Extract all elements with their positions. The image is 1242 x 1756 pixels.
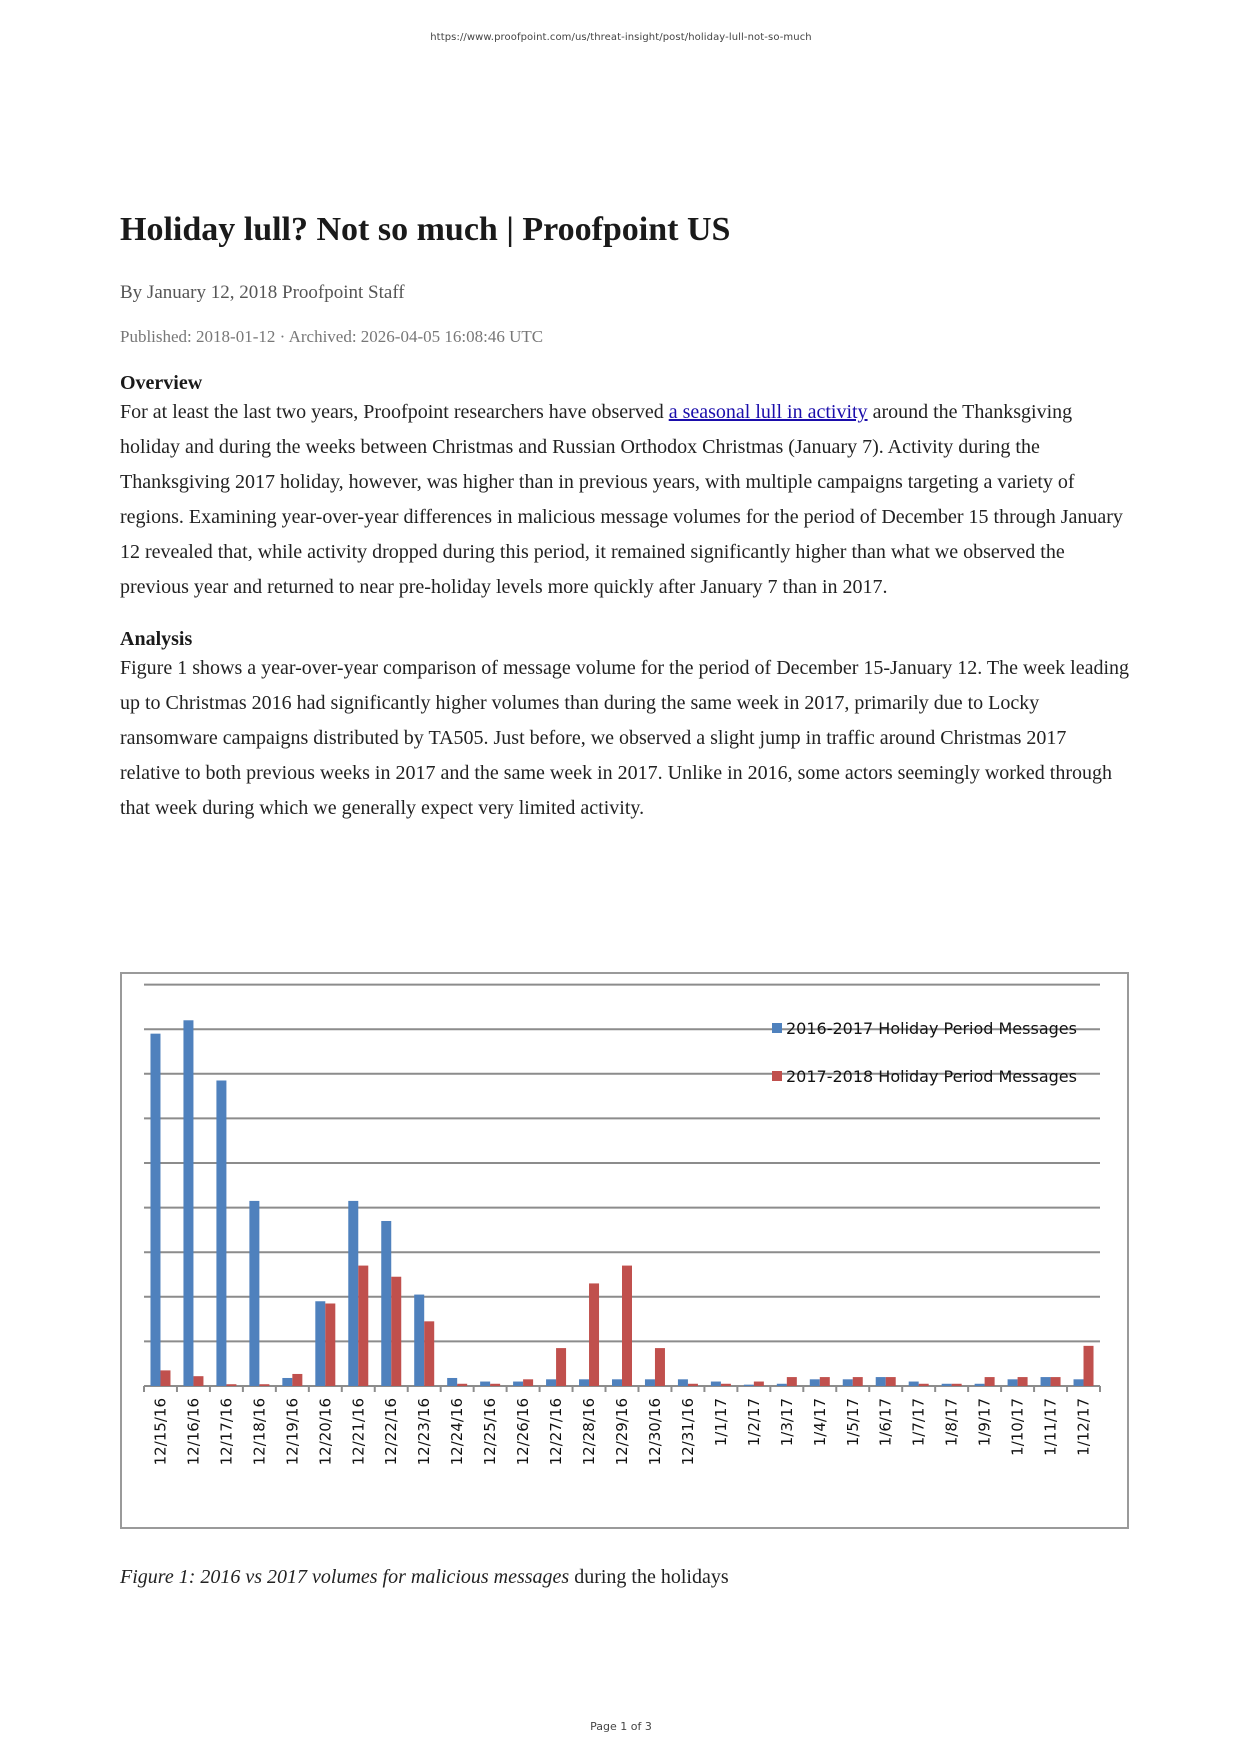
x-tick-label: 1/1/17 — [711, 1398, 730, 1447]
bar — [985, 1377, 995, 1386]
x-tick-label: 12/27/16 — [547, 1398, 566, 1466]
bar — [424, 1321, 434, 1386]
bar — [810, 1379, 820, 1386]
bar — [952, 1384, 962, 1386]
x-tick-label: 12/20/16 — [316, 1398, 335, 1466]
bar — [391, 1277, 401, 1386]
figure-caption — [120, 1566, 729, 1589]
x-tick-label: 12/29/16 — [613, 1398, 631, 1466]
bar — [160, 1370, 170, 1386]
legend-label-2016: 2016-2017 Holiday Period Messages — [786, 1018, 1077, 1038]
bar — [226, 1384, 236, 1386]
bar — [843, 1379, 853, 1386]
bar — [150, 1034, 160, 1386]
legend-item-2016 — [772, 1004, 1077, 1052]
bar — [589, 1283, 599, 1386]
x-tick-label: 1/4/17 — [810, 1398, 829, 1447]
bar — [655, 1348, 665, 1386]
bar — [216, 1080, 226, 1386]
bar — [480, 1382, 490, 1386]
x-tick-label: 12/24/16 — [448, 1398, 467, 1466]
bar — [909, 1382, 919, 1386]
bar — [721, 1384, 731, 1386]
x-tick-label: 1/7/17 — [909, 1398, 928, 1447]
legend-item-2017 — [772, 1052, 1077, 1100]
bar — [853, 1377, 863, 1386]
x-tick-label: 1/11/17 — [1041, 1398, 1060, 1456]
x-tick-label: 1/3/17 — [777, 1398, 796, 1447]
publish-meta: Published: 2018-01-12 · Archived: 2026-04-05 16:08:46 UTC — [120, 326, 544, 346]
byline: By January 12, 2018 Proofpoint Staff — [120, 281, 405, 303]
caption-italic: Figure 1: 2016 vs 2017 volumes for malicious messages — [120, 1566, 570, 1588]
bar — [1051, 1377, 1061, 1386]
x-tick-label: 1/12/17 — [1074, 1398, 1093, 1456]
bar — [1018, 1377, 1028, 1386]
bar — [645, 1379, 655, 1386]
bar — [325, 1303, 335, 1386]
analysis-paragraph: Figure 1 shows a year-over-year comparison of message volume for the period of December 15-January 12. The week leading up to Christmas 2016 had significantly higher volumes than during the same week in 2017, primarily due to Locky ransomware campaigns distributed by TA505. Just before, we observed a slight jump in traffic around Christmas 2017 relative to both previous weeks in 2017 and the same week in 2017. Unlike in 2016, some actors seemingly worked through that week during which we generally expect very limited activity. — [120, 656, 1130, 819]
caption-rest: during the holidays — [569, 1566, 729, 1588]
bar — [942, 1384, 952, 1386]
bar — [1008, 1379, 1018, 1386]
x-tick-label: 12/15/16 — [151, 1398, 170, 1466]
x-tick-label: 1/10/17 — [1008, 1398, 1027, 1456]
bar — [678, 1379, 688, 1386]
bar — [292, 1374, 302, 1386]
bar — [754, 1382, 764, 1386]
x-tick-label: 12/18/16 — [250, 1398, 269, 1466]
bar — [447, 1378, 457, 1386]
bar — [777, 1384, 787, 1386]
bar — [688, 1384, 698, 1386]
bar — [259, 1384, 269, 1386]
bar — [886, 1377, 896, 1386]
bar — [381, 1221, 391, 1386]
x-tick-label: 12/23/16 — [415, 1398, 434, 1466]
figure-1-chart — [120, 972, 1129, 1529]
bar — [744, 1385, 754, 1386]
overview-paragraph — [120, 395, 1130, 605]
bar — [546, 1379, 556, 1386]
x-tick-label: 12/16/16 — [184, 1398, 203, 1466]
x-tick-label: 1/9/17 — [975, 1398, 994, 1447]
x-tick-label: 12/19/16 — [283, 1398, 302, 1466]
legend-swatch-blue-icon — [772, 1023, 782, 1033]
bar — [457, 1384, 467, 1386]
x-tick-label: 1/8/17 — [942, 1398, 961, 1447]
bar — [523, 1379, 533, 1386]
x-tick-label: 12/31/16 — [678, 1398, 697, 1466]
bar — [579, 1379, 589, 1386]
bar — [975, 1384, 985, 1386]
overview-heading: Overview — [120, 371, 203, 394]
bar — [315, 1301, 325, 1386]
overview-text-before-link: For at least the last two years, Proofpoint researchers have observed — [120, 400, 669, 423]
x-tick-label: 12/28/16 — [580, 1398, 599, 1466]
legend-swatch-red-icon — [772, 1071, 782, 1081]
bar — [711, 1382, 721, 1386]
bar — [1084, 1346, 1094, 1386]
x-tick-label: 1/5/17 — [843, 1398, 862, 1447]
x-tick-label: 12/17/16 — [217, 1398, 236, 1466]
page-url-header: https://www.proofpoint.com/us/threat-insight/post/holiday-lull-not-so-much — [430, 32, 812, 43]
bar — [193, 1376, 203, 1386]
x-tick-label: 1/6/17 — [876, 1398, 895, 1447]
bar — [612, 1379, 622, 1386]
x-tick-label: 12/21/16 — [349, 1398, 368, 1466]
bar — [358, 1266, 368, 1386]
x-tick-label: 12/22/16 — [382, 1398, 401, 1466]
bar — [414, 1295, 424, 1386]
x-tick-label: 12/30/16 — [645, 1398, 664, 1466]
bar — [556, 1348, 566, 1386]
bar — [513, 1382, 523, 1386]
overview-text-after-link: around the Thanksgiving holiday and during the weeks between Christmas and Russian Orthodox Christmas (January 7). Activity during the Thanksgiving 2017 holiday, however, was higher than in previous years, with multiple campaigns targeting a variety of regions. Examining year-over-year differences in malicious message volumes for the period of December 15 through January 12 revealed that, while activity dropped during this period, it remained significantly higher than what we observed the previous year and returned to near pre-holiday levels more quickly after January 7 than in 2017. — [120, 400, 1123, 598]
bar — [183, 1020, 193, 1386]
bar — [1074, 1379, 1084, 1386]
bar — [249, 1201, 259, 1386]
x-tick-label: 1/2/17 — [744, 1398, 763, 1447]
bar — [622, 1266, 632, 1386]
bar — [282, 1378, 292, 1386]
x-tick-label: 12/25/16 — [481, 1398, 500, 1466]
page-title: Holiday lull? Not so much | Proofpoint US — [120, 211, 731, 248]
bar — [876, 1377, 886, 1386]
bar — [348, 1201, 358, 1386]
legend-label-2017: 2017-2018 Holiday Period Messages — [786, 1066, 1077, 1086]
bar — [787, 1377, 797, 1386]
bar — [820, 1377, 830, 1386]
analysis-heading: Analysis — [120, 627, 193, 650]
x-tick-label: 12/26/16 — [514, 1398, 533, 1466]
seasonal-lull-link[interactable]: a seasonal lull in activity — [668, 400, 868, 423]
bar — [919, 1384, 929, 1386]
bar — [490, 1384, 500, 1386]
chart-legend — [772, 1004, 1077, 1100]
page-number: Page 1 of 3 — [590, 1720, 652, 1733]
bar — [1041, 1377, 1051, 1386]
article — [120, 210, 1130, 826]
